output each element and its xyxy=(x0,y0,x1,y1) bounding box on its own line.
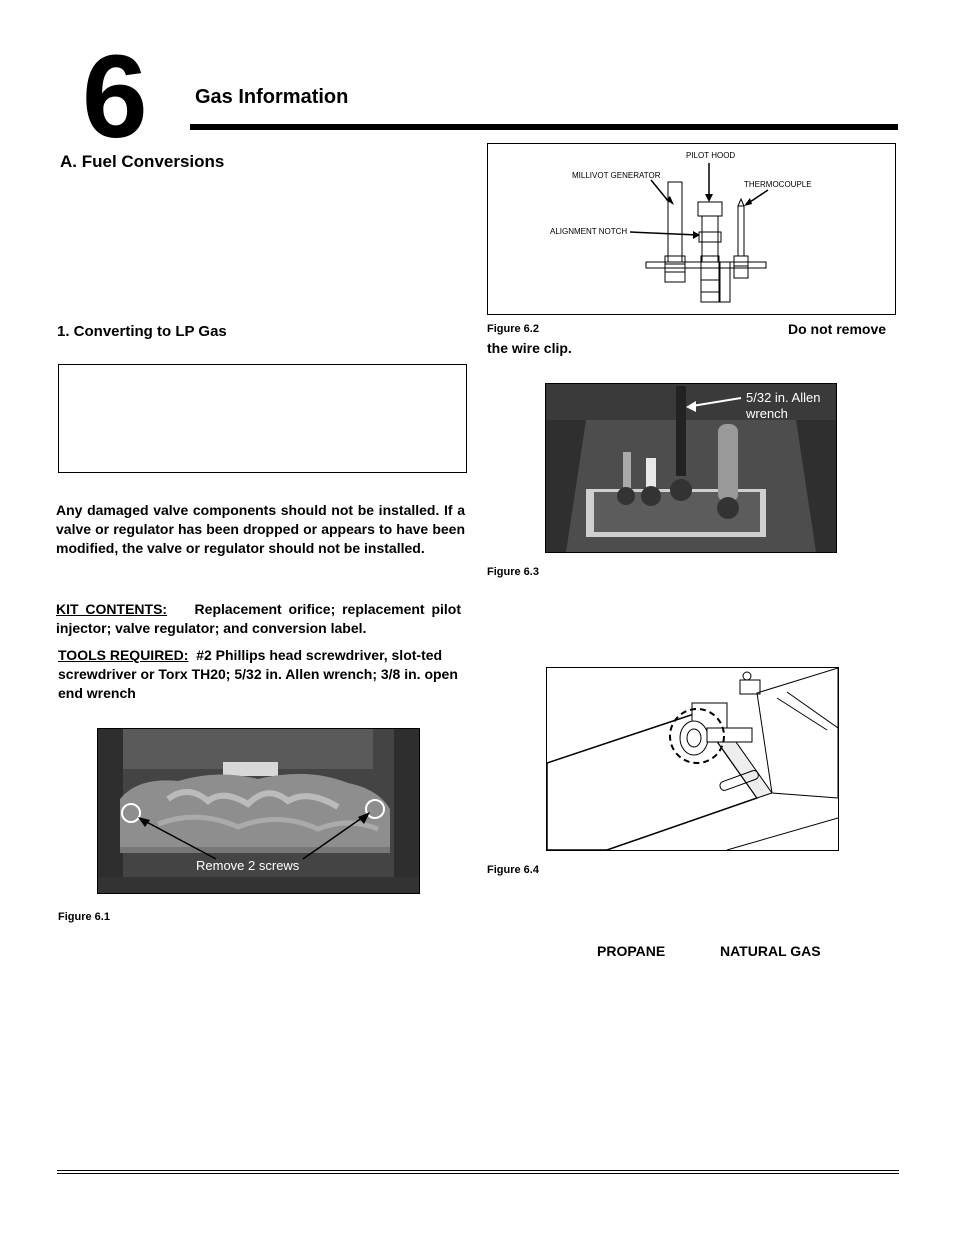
kit-contents-paragraph xyxy=(56,600,461,638)
title-rule xyxy=(190,124,898,130)
subheading-converting-lp: 1. Converting to LP Gas xyxy=(57,323,227,340)
figure-6-3-photo xyxy=(545,383,837,553)
kit-contents-label: KIT CONTENTS: xyxy=(56,601,168,617)
figure-6-1-caption: Figure 6.1 xyxy=(58,911,110,923)
fig2-label-thermocouple: THERMOCOUPLE xyxy=(744,180,812,189)
kit-contents-text: Replacement orifice; replacement pilot injector; valve regulator; and conversion label. xyxy=(56,601,461,636)
fig3-callout-line1: 5/32 in. Allen xyxy=(746,390,821,405)
fig3-callout-line2: wrench xyxy=(746,406,788,421)
figure-6-1-photo xyxy=(97,728,420,894)
propane-label: PROPANE xyxy=(597,943,666,959)
wire-clip-text: the wire clip. xyxy=(487,340,572,356)
footer-rule-secondary xyxy=(57,1173,899,1174)
damaged-components-paragraph: Any damaged valve components should not be installed. If a valve or regulator has been dropped or appears to have been modified, the valve or regulator should not be installed. xyxy=(56,502,465,556)
section-heading: A. Fuel Conversions xyxy=(60,152,225,171)
tools-required-paragraph xyxy=(58,646,463,703)
figure-6-2-caption: Figure 6.2 xyxy=(487,323,539,335)
fig1-callout-label: Remove 2 screws xyxy=(196,858,300,873)
warning-box xyxy=(58,364,467,473)
figure-6-3-caption: Figure 6.3 xyxy=(487,566,539,578)
footer-rule xyxy=(57,1170,899,1171)
figure-6-2-diagram xyxy=(487,143,896,315)
fig2-label-pilot-hood: PILOT HOOD xyxy=(686,151,736,160)
chapter-number: 6 xyxy=(82,31,146,163)
tools-required-label: TOOLS REQUIRED: xyxy=(58,647,189,663)
figure-6-4-diagram xyxy=(546,667,839,851)
fig2-label-alignment: ALIGNMENT NOTCH xyxy=(550,227,628,236)
chapter-title: Gas Information xyxy=(195,86,349,108)
fig2-label-millivolt: MILLIVOT GENERATOR xyxy=(572,171,661,180)
do-not-remove-text: Do not remove xyxy=(788,321,887,337)
natural-gas-label: NATURAL GAS xyxy=(720,943,821,959)
figure-6-4-caption: Figure 6.4 xyxy=(487,864,539,876)
tools-required-text: #2 Phillips head screwdriver, slot-ted screwdriver or Torx TH20; 5/32 in. Allen wrench; 3/8 in. open end wrench xyxy=(58,647,458,701)
